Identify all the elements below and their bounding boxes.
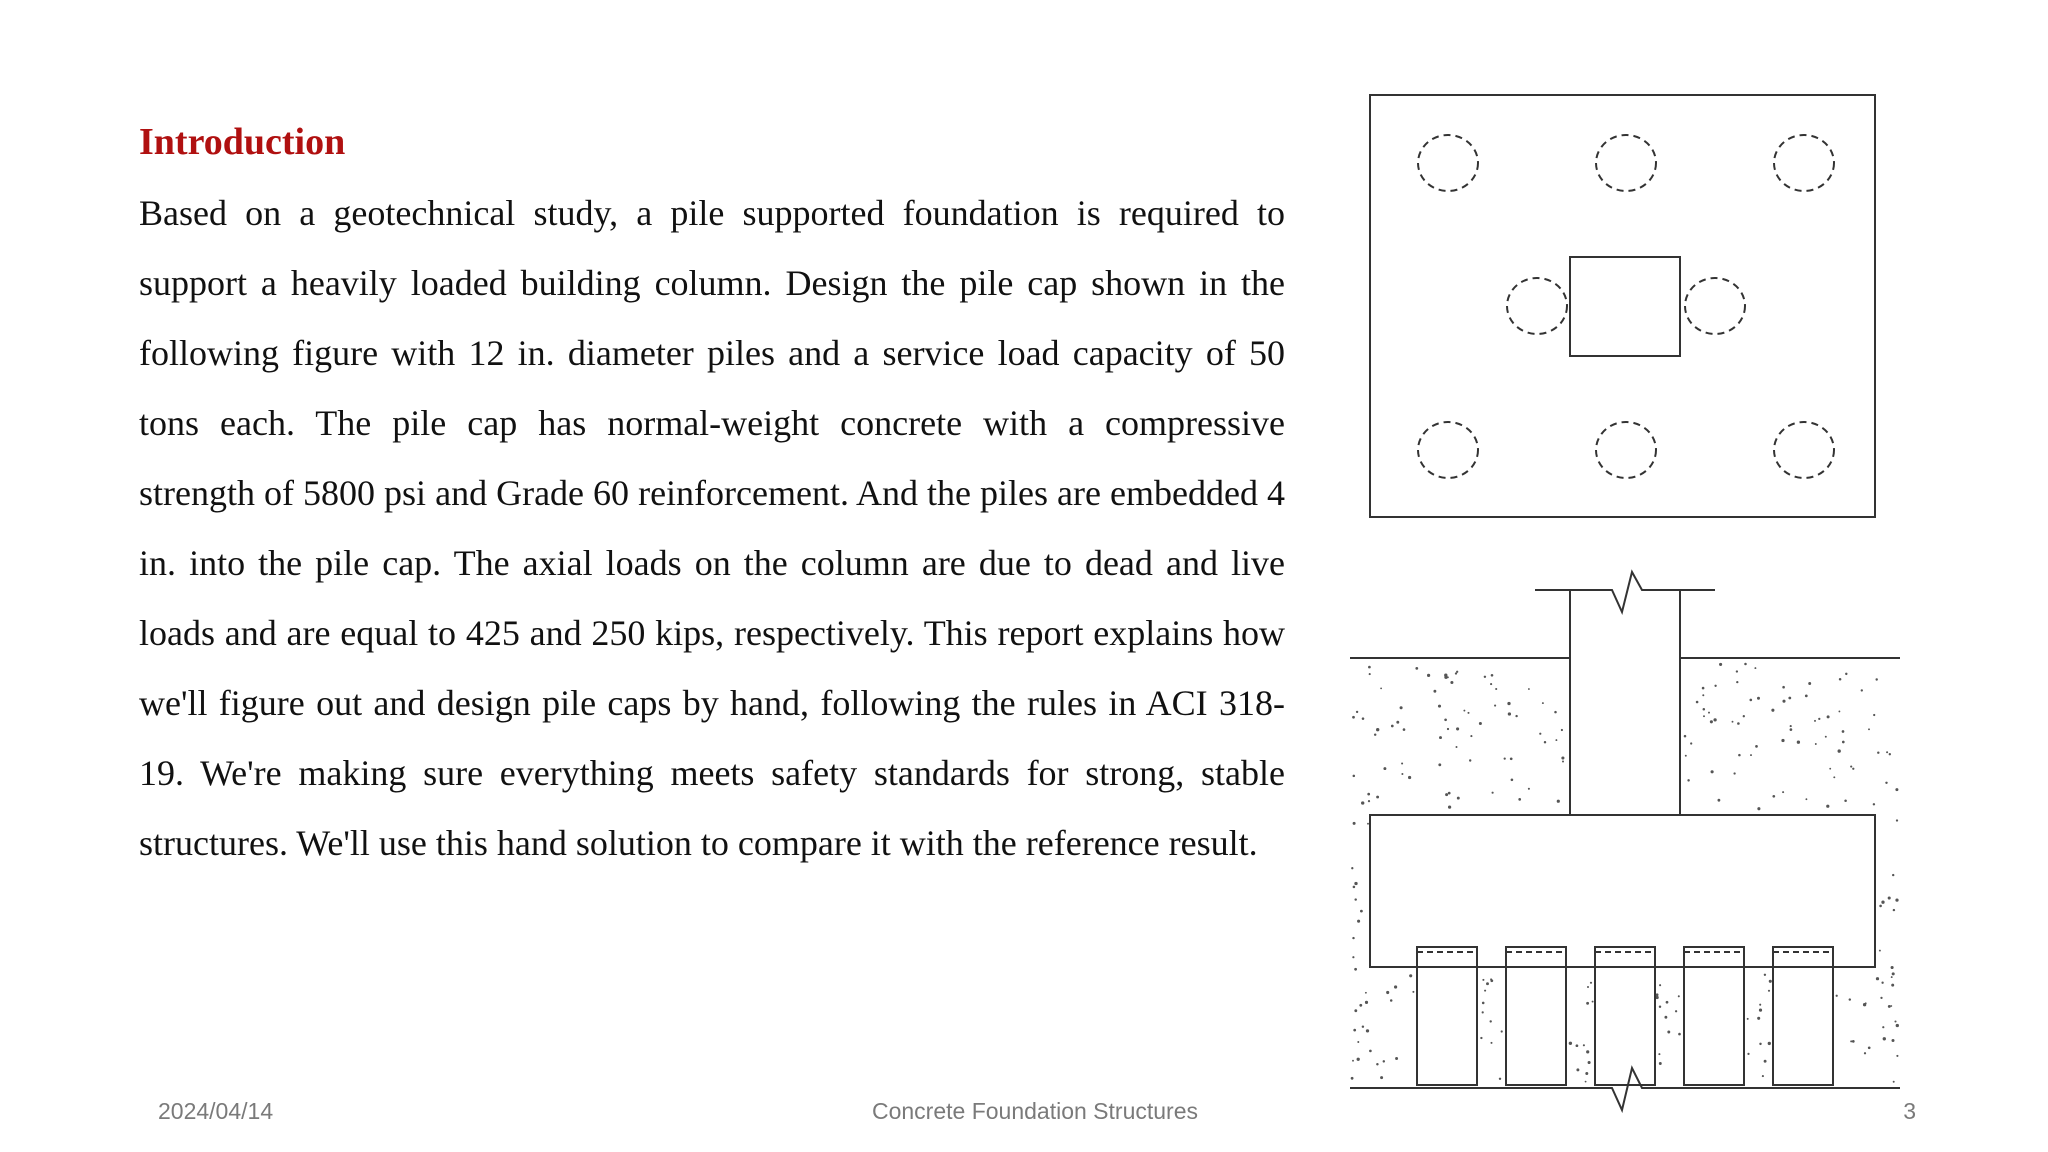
- slide-body-text: Based on a geotechnical study, a pile supported foundation is required to support a heavily loaded building column. Design the pile cap shown in the following figure with 12 in. diameter piles and a service load capacity of 50 tons each. The pile cap has normal-weight concrete with a compressive strength of 5800 psi and Grade 60 reinforcement. And the piles are embedded 4 in. into the pile cap. The axial loads on the column are due to dead and live loads and are equal to 425 and 250 kips, respectively. This report explains how we'll figure out and design pile caps by hand, following the rules in ACI 318-19. We're making sure everything meets safety standards for strong, stable structures. We'll use this hand solution to compare it with the reference result.: [139, 193, 1285, 863]
- soil-dot: [1490, 683, 1492, 685]
- soil-dot: [1850, 766, 1852, 768]
- soil-dot: [1368, 800, 1370, 802]
- pile-plan-circles: [1418, 135, 1834, 478]
- soil-dot: [1383, 1060, 1385, 1062]
- soil-dot: [1829, 768, 1831, 770]
- soil-dot: [1357, 920, 1360, 923]
- soil-dot: [1861, 689, 1863, 691]
- soil-dot: [1361, 801, 1364, 804]
- soil-dot: [1561, 729, 1563, 731]
- pile-plan-circle: [1596, 422, 1656, 478]
- soil-dot: [1892, 1039, 1895, 1042]
- soil-dot: [1365, 992, 1367, 994]
- soil-dot: [1576, 1044, 1579, 1047]
- soil-dot: [1684, 735, 1687, 738]
- soil-dot: [1757, 807, 1760, 810]
- soil-dot: [1490, 1042, 1492, 1044]
- pile-plan-circle: [1685, 278, 1745, 334]
- soil-dot: [1470, 735, 1472, 737]
- soil-dot: [1492, 792, 1494, 794]
- soil-dot: [1710, 720, 1713, 723]
- soil-dot: [1353, 822, 1356, 825]
- soil-dot: [1685, 755, 1687, 757]
- soil-dot: [1666, 1001, 1669, 1004]
- pile-cap-figure: [1340, 86, 1918, 1116]
- soil-dot: [1845, 673, 1847, 675]
- soil-dot: [1738, 754, 1741, 757]
- soil-dot: [1401, 762, 1403, 764]
- soil-dot: [1790, 725, 1792, 727]
- soil-dot: [1678, 995, 1680, 997]
- soil-dot: [1868, 728, 1870, 730]
- soil-dot: [1438, 705, 1441, 708]
- soil-dot: [1482, 979, 1484, 981]
- soil-dot: [1782, 791, 1784, 793]
- soil-dot: [1480, 1037, 1482, 1039]
- soil-dot: [1412, 991, 1414, 993]
- soil-dot: [1891, 976, 1893, 978]
- soil-dot: [1353, 886, 1356, 889]
- soil-dot: [1374, 733, 1376, 735]
- soil-dot: [1880, 997, 1882, 999]
- soil-dot: [1838, 710, 1840, 712]
- soil-dot: [1383, 767, 1386, 770]
- soil-dot: [1711, 770, 1714, 773]
- soil-dot: [1585, 1072, 1588, 1075]
- soil-dot: [1588, 1061, 1591, 1064]
- soil-dot: [1757, 1017, 1760, 1020]
- soil-dot: [1768, 990, 1770, 992]
- soil-dot: [1759, 1009, 1762, 1012]
- soil-dot: [1352, 937, 1354, 939]
- soil-dot: [1890, 1005, 1892, 1007]
- soil-dot: [1366, 1029, 1369, 1032]
- soil-dot: [1444, 674, 1447, 677]
- soil-dot: [1450, 681, 1453, 684]
- soil-dot: [1893, 909, 1895, 911]
- soil-dot: [1394, 985, 1397, 988]
- soil-dot: [1891, 984, 1894, 987]
- soil-dot: [1409, 974, 1412, 977]
- soil-dot: [1842, 730, 1845, 733]
- soil-dot: [1703, 715, 1705, 717]
- soil-dot: [1876, 977, 1879, 980]
- soil-dot: [1759, 1004, 1761, 1006]
- soil-dot: [1367, 793, 1370, 796]
- soil-dot: [1592, 1001, 1594, 1003]
- soil-dot: [1360, 910, 1363, 913]
- soil-dot: [1703, 708, 1706, 711]
- soil-dot: [1886, 751, 1888, 753]
- soil-dot: [1368, 666, 1371, 669]
- soil-dot: [1362, 1025, 1364, 1027]
- soil-dot: [1433, 690, 1436, 693]
- soil-dot: [1687, 779, 1689, 781]
- soil-dot: [1499, 1078, 1501, 1080]
- soil-dot: [1515, 715, 1517, 717]
- soil-dot: [1456, 746, 1458, 748]
- soil-dot: [1808, 682, 1811, 685]
- soil-dot: [1587, 986, 1589, 988]
- soil-dot: [1507, 702, 1510, 705]
- soil-dot: [1463, 710, 1465, 712]
- soil-dot: [1839, 678, 1842, 681]
- soil-dot: [1875, 678, 1877, 680]
- soil-dot: [1873, 714, 1875, 716]
- soil-dot: [1479, 722, 1482, 725]
- soil-dot: [1895, 898, 1898, 901]
- soil-dot: [1495, 688, 1497, 690]
- soil-dot: [1747, 1018, 1749, 1020]
- soil-dot: [1754, 667, 1756, 669]
- soil-dot: [1788, 697, 1791, 700]
- soil-dot: [1702, 694, 1704, 696]
- soil-dot: [1353, 1029, 1356, 1032]
- soil-dot: [1893, 1081, 1895, 1083]
- elevation-view: [1350, 572, 1900, 1110]
- footer-title: Concrete Foundation Structures: [871, 1098, 1198, 1124]
- soil-dot: [1881, 982, 1883, 984]
- soil-dot: [1351, 867, 1353, 869]
- soil-dot: [1352, 956, 1354, 958]
- soil-dot: [1769, 980, 1772, 983]
- soil-dot: [1879, 950, 1881, 952]
- soil-dot: [1894, 1020, 1896, 1022]
- soil-dot: [1790, 728, 1793, 731]
- soil-dot: [1836, 995, 1838, 997]
- soil-dot: [1444, 718, 1447, 721]
- soil-dot: [1896, 819, 1898, 821]
- soil-dot: [1494, 705, 1496, 707]
- soil-dot: [1782, 686, 1785, 689]
- soil-dot: [1896, 1055, 1898, 1057]
- soil-dot: [1772, 795, 1775, 798]
- soil-dot: [1757, 697, 1760, 700]
- soil-dot: [1484, 676, 1486, 678]
- soil-dot: [1380, 1076, 1383, 1079]
- soil-dot: [1391, 725, 1394, 728]
- soil-dot: [1352, 716, 1355, 719]
- soil-dot: [1362, 717, 1365, 720]
- soil-dot: [1708, 712, 1710, 714]
- soil-dot: [1448, 805, 1451, 808]
- slide-heading: Introduction: [139, 121, 346, 163]
- soil-dot: [1764, 1060, 1767, 1063]
- soil-dot: [1448, 792, 1451, 795]
- soil-dot: [1883, 1037, 1886, 1040]
- soil-dot: [1482, 1011, 1484, 1013]
- soil-dot: [1714, 685, 1716, 687]
- soil-dot: [1359, 1004, 1362, 1007]
- soil-dot: [1732, 721, 1734, 723]
- soil-dot: [1427, 674, 1430, 677]
- soil-dot: [1542, 702, 1544, 704]
- soil-dot: [1585, 1081, 1587, 1083]
- soil-dot: [1367, 823, 1369, 825]
- soil-dot: [1354, 1009, 1357, 1012]
- soil-dot: [1376, 796, 1379, 799]
- soil-dot: [1354, 882, 1357, 885]
- soil-dot: [1868, 1046, 1871, 1049]
- soil-dot: [1675, 1010, 1677, 1012]
- soil-dot: [1401, 773, 1403, 775]
- soil-dot: [1833, 776, 1835, 778]
- soil-dot: [1562, 760, 1564, 762]
- soil-dot: [1445, 793, 1448, 796]
- soil-dot: [1825, 736, 1827, 738]
- soil-dot: [1510, 757, 1513, 760]
- soil-dot: [1576, 1068, 1579, 1071]
- soil-dot: [1658, 1053, 1660, 1055]
- soil-dot: [1891, 966, 1894, 969]
- soil-dot: [1590, 982, 1592, 984]
- soil-dot: [1842, 741, 1845, 744]
- soil-dot: [1818, 718, 1820, 720]
- soil-dot: [1539, 733, 1541, 735]
- soil-dot: [1555, 739, 1557, 741]
- soil-dot: [1888, 1005, 1891, 1008]
- soil-dot: [1396, 721, 1399, 724]
- soil-dot: [1879, 905, 1882, 908]
- column-break-line: [1535, 572, 1715, 612]
- soil-dot: [1718, 799, 1721, 802]
- soil-dot: [1395, 1057, 1398, 1060]
- soil-dot: [1764, 974, 1766, 976]
- plan-view: [1370, 95, 1875, 517]
- soil-dot: [1881, 901, 1884, 904]
- soil-dot: [1659, 1006, 1661, 1008]
- soil-dot: [1737, 722, 1740, 725]
- soil-dot: [1376, 1063, 1378, 1065]
- soil-dot: [1885, 782, 1887, 784]
- soil-dot: [1508, 712, 1511, 715]
- soil-dot: [1864, 1052, 1866, 1054]
- soil-dot: [1351, 1077, 1354, 1080]
- soil-dot: [1469, 759, 1471, 761]
- soil-dot: [1805, 798, 1807, 800]
- soil-dot: [1733, 772, 1735, 774]
- soil-dot: [1759, 1043, 1761, 1045]
- soil-dot: [1771, 709, 1774, 712]
- soil-dot: [1544, 741, 1546, 743]
- soil-dot: [1467, 712, 1469, 714]
- soil-dot: [1747, 1053, 1749, 1055]
- soil-dot: [1586, 1050, 1589, 1053]
- soil-dot: [1844, 800, 1847, 803]
- soil-dot: [1400, 706, 1403, 709]
- soil-dot: [1501, 1030, 1503, 1032]
- soil-dot: [1447, 728, 1449, 730]
- soil-dot: [1352, 1060, 1354, 1062]
- soil-dot: [1827, 715, 1830, 718]
- soil-dot: [1369, 673, 1371, 675]
- soil-dot: [1390, 999, 1393, 1002]
- soil-dot: [1484, 990, 1486, 992]
- soil-dot: [1583, 1044, 1585, 1046]
- pile-plan-circle: [1418, 422, 1478, 478]
- soil-dot: [1815, 743, 1817, 745]
- soil-dot: [1504, 757, 1506, 759]
- soil-dot: [1762, 1075, 1764, 1077]
- soil-dot: [1482, 1002, 1485, 1005]
- pile-cap-plan-outline: [1370, 95, 1875, 517]
- soil-dot: [1456, 727, 1459, 730]
- soil-dot: [1755, 745, 1758, 748]
- soil-dot: [1849, 998, 1851, 1000]
- soil-dot: [1838, 749, 1841, 752]
- soil-dot: [1656, 993, 1659, 996]
- soil-dot: [1408, 776, 1411, 779]
- soil-dot: [1696, 701, 1699, 704]
- soil-dot: [1386, 991, 1389, 994]
- soil-dot: [1438, 763, 1441, 766]
- soil-dot: [1852, 768, 1854, 770]
- soil-dot: [1365, 1001, 1368, 1004]
- soil-dot: [1415, 667, 1418, 670]
- soil-dot: [1457, 797, 1460, 800]
- soil-dot: [1554, 711, 1557, 714]
- soil-dot: [1826, 805, 1829, 808]
- soil-dot: [1356, 711, 1358, 713]
- soil-dot: [1736, 681, 1738, 683]
- soil-dot: [1805, 695, 1808, 698]
- soil-dot: [1490, 1020, 1492, 1022]
- soil-dot: [1797, 741, 1800, 744]
- soil-dot: [1750, 754, 1752, 756]
- soil-dot: [1743, 715, 1745, 717]
- soil-dot: [1781, 739, 1784, 742]
- soil-dot: [1403, 728, 1406, 731]
- soil-dot: [1357, 1041, 1359, 1043]
- pile-plan-circle: [1596, 135, 1656, 191]
- soil-dot: [1713, 718, 1716, 721]
- soil-dot: [1569, 1042, 1572, 1045]
- soil-dot: [1889, 753, 1891, 755]
- footer-page-number: 3: [1903, 1098, 1916, 1124]
- soil-dot: [1354, 898, 1356, 900]
- pile-plan-circle: [1418, 135, 1478, 191]
- soil-dot: [1782, 700, 1785, 703]
- soil-dot: [1877, 751, 1879, 753]
- soil-dot: [1736, 670, 1738, 672]
- soil-dot: [1690, 742, 1692, 744]
- soil-dot: [1768, 1042, 1771, 1045]
- soil-dot: [1511, 779, 1514, 782]
- footer-date: 2024/04/14: [158, 1098, 274, 1124]
- soil-dot: [1667, 1031, 1670, 1034]
- soil-dot: [1528, 688, 1530, 690]
- soil-dot: [1486, 982, 1489, 985]
- column-plan: [1570, 257, 1680, 356]
- soil-dot: [1702, 687, 1705, 690]
- soil-dot: [1561, 756, 1564, 759]
- pile-cap-elevation: [1370, 815, 1875, 967]
- soil-dot: [1528, 788, 1530, 790]
- pile-plan-circle: [1774, 422, 1834, 478]
- soil-dot: [1719, 663, 1722, 666]
- soil-dot: [1586, 1002, 1589, 1005]
- soil-dot: [1749, 699, 1752, 702]
- soil-dot: [1744, 663, 1747, 666]
- pile-plan-circle: [1507, 278, 1567, 334]
- soil-dot: [1518, 798, 1521, 801]
- soil-dot: [1896, 1024, 1899, 1027]
- soil-dot: [1892, 874, 1894, 876]
- soil-dot: [1882, 1026, 1884, 1028]
- soil-dot: [1852, 1040, 1855, 1043]
- soil-dot: [1888, 896, 1891, 899]
- soil-dot: [1678, 1033, 1681, 1036]
- soil-dot: [1439, 736, 1442, 739]
- soil-dot: [1353, 775, 1356, 778]
- soil-dot: [1490, 978, 1492, 980]
- soil-dot: [1557, 800, 1560, 803]
- soil-dot: [1873, 803, 1875, 805]
- soil-dot: [1491, 674, 1494, 677]
- soil-dot: [1659, 984, 1661, 986]
- soil-dot: [1369, 1050, 1372, 1053]
- soil-dot: [1659, 1062, 1662, 1065]
- soil-dot: [1664, 1016, 1667, 1019]
- soil-dot: [1376, 728, 1379, 731]
- soil-dot: [1354, 968, 1357, 971]
- soil-dot: [1850, 1040, 1852, 1042]
- pile-plan-circle: [1774, 135, 1834, 191]
- soil-dot: [1814, 720, 1816, 722]
- soil-dot: [1892, 972, 1895, 975]
- soil-dot: [1865, 1002, 1867, 1004]
- soil-dot: [1357, 1058, 1360, 1061]
- soil-dot: [1455, 672, 1457, 674]
- soil-dot: [1380, 688, 1382, 690]
- soil-dot: [1895, 788, 1898, 791]
